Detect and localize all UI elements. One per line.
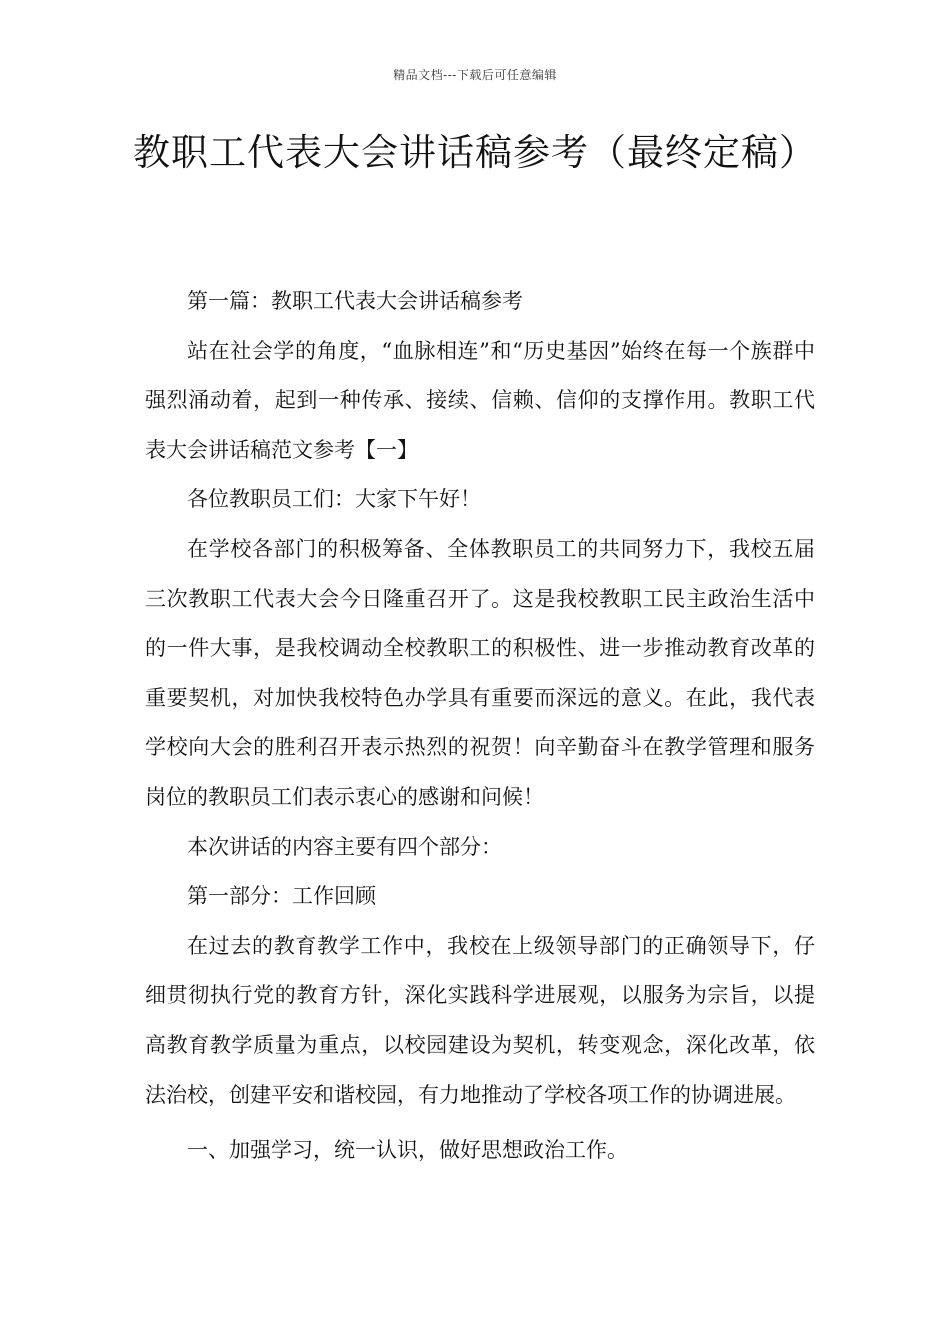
paragraph: 第一篇：教职工代表大会讲话稿参考	[187, 289, 523, 313]
document-title: 教职工代表大会讲话稿参考（最终定稿）	[133, 131, 817, 174]
document-body	[145, 277, 815, 1176]
paragraph: 各位教职员工们：大家下午好！	[187, 487, 481, 512]
paragraph: 在过去的教育教学工作中，我校在上级领导部门的正确领导下，仔细贯彻执行党的教育方针，深化实践科学进展观，以服务为宗旨，以提高教育教学质量为重点，以校园建设为契机，转变观念，深化改革，依法治校，创建平安和谐校园，有力地推动了学校各项工作的协调进展。	[145, 933, 815, 1107]
paragraph: 第一部分：工作回顾	[187, 884, 376, 909]
paragraph: 本次讲话的内容主要有四个部分：	[187, 834, 502, 859]
paragraph: 在学校各部门的积极筹备、全体教职员工的共同努力下，我校五届三次教职工代表大会今日隆重召开了。这是我校教职工民主政治生活中的一件大事，是我校调动全校教职工的积极性、进一步推动教育改革的重要契机，对加快我校特色办学具有重要而深远的意义。在此，我代表学校向大会的胜利召开表示热烈的祝贺！向辛勤奋斗在教学管理和服务岗位的教职员工们表示衷心的感谢和问候！	[145, 536, 815, 809]
paragraph: 站在社会学的角度，“血脉相连”和“历史基因”始终在每一个族群中强烈涌动着，起到一种传承、接续、信赖、信仰的支撑作用。教职工代表大会讲话稿范文参考【一】	[145, 338, 815, 462]
header-note: 精品文档---下载后可任意编辑	[393, 68, 557, 82]
paragraph: 一、加强学习，统一认识，做好思想政治工作。	[187, 1138, 628, 1163]
